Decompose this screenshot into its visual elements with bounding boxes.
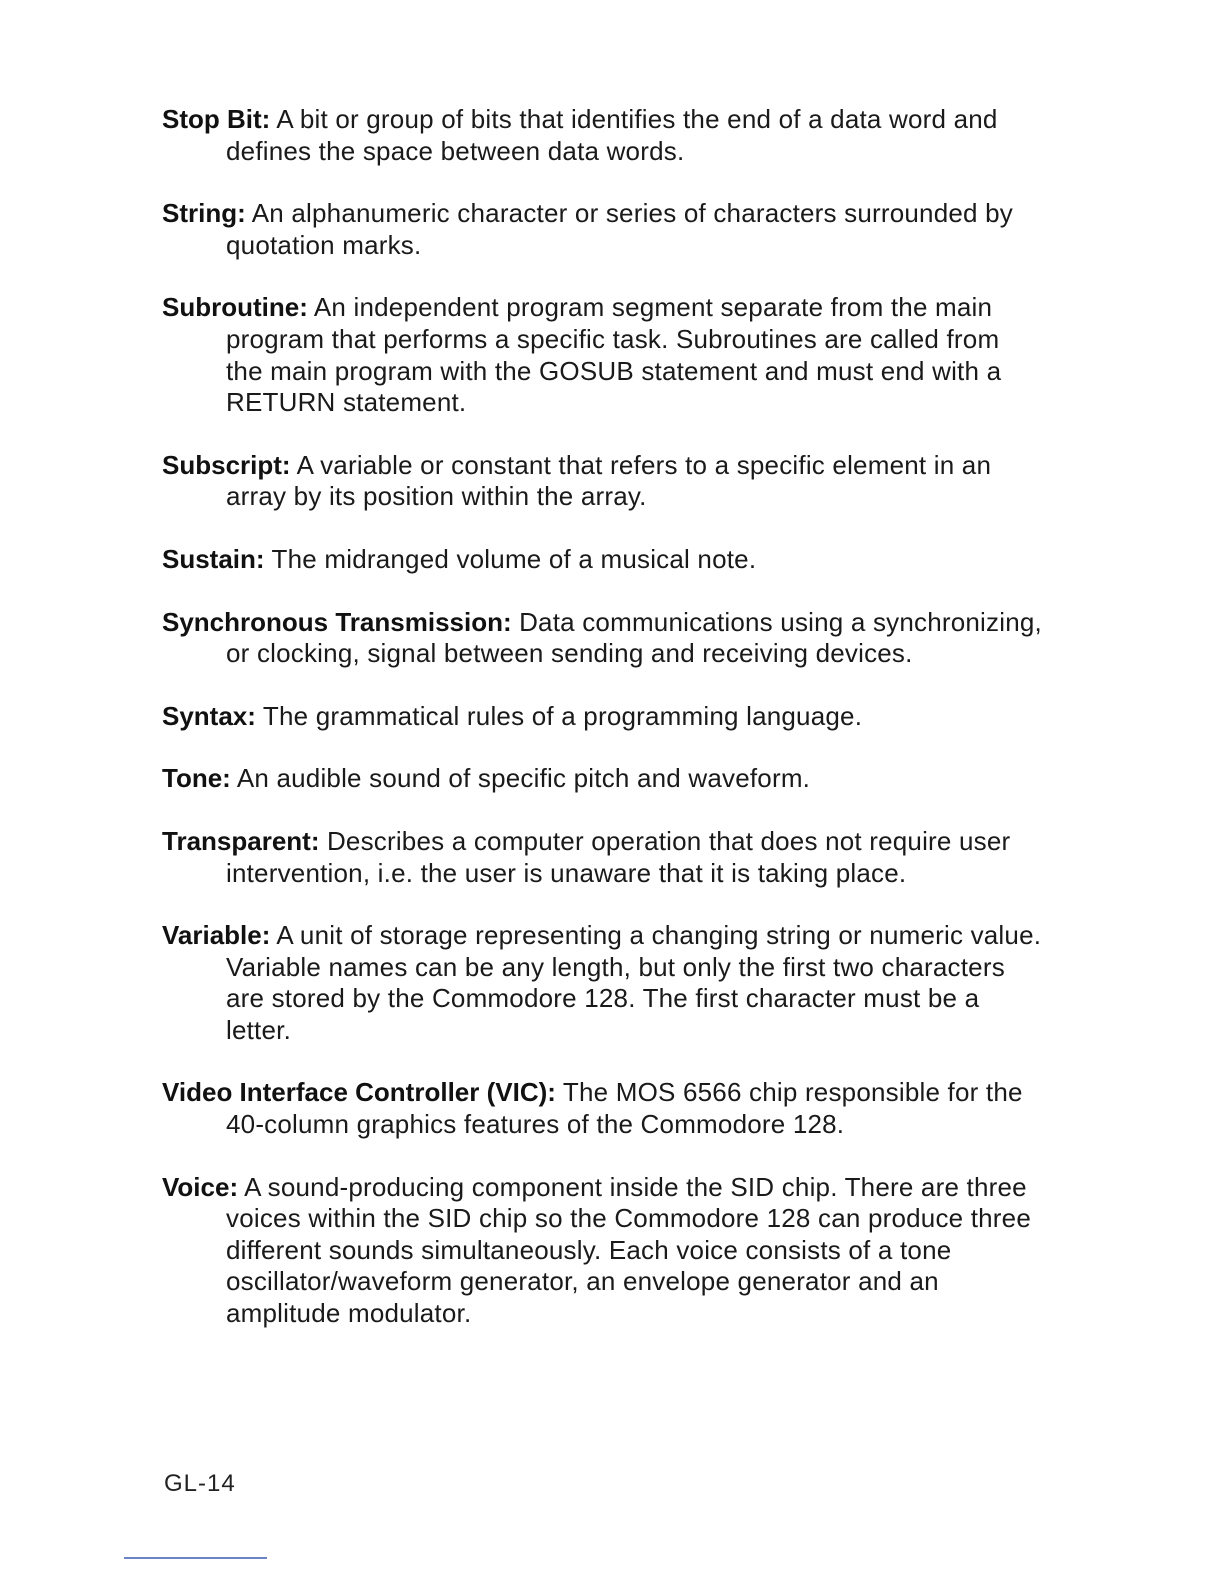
- glossary-entry-syntax: [162, 701, 1042, 733]
- glossary-term: Syntax:: [162, 700, 256, 731]
- footer-divider: [124, 1557, 267, 1559]
- glossary-entry-subroutine: [162, 292, 1042, 418]
- glossary-entry-tone: [162, 763, 1042, 795]
- glossary-term: Transparent:: [162, 825, 320, 856]
- glossary-definition: A bit or group of bits that identifies the end of a data word and defines the space between data words.: [226, 104, 998, 166]
- glossary-definition: A variable or constant that refers to a specific element in an array by its position within the array.: [226, 449, 992, 512]
- glossary-term: Stop Bit:: [162, 104, 271, 134]
- glossary-definition: Describes a computer operation that does not require user intervention, i.e. the user is unaware that it is taking place.: [226, 825, 1011, 888]
- glossary-entry-subscript: [162, 450, 1042, 513]
- glossary-term: Subscript:: [162, 449, 291, 480]
- glossary-term: Sustain:: [162, 543, 265, 574]
- glossary-definition: A unit of storage representing a changing string or numeric value. Variable names can be any length, but only the first two characters are stored by the Commodore 128. The first character must be a letter.: [226, 920, 1042, 1045]
- glossary-entry-transparent: [162, 826, 1042, 889]
- glossary-definition: An alphanumeric character or series of characters surrounded by quotation marks.: [226, 198, 1013, 260]
- glossary-definition: Data communications using a synchronizing, or clocking, signal between sending and receiving devices.: [226, 606, 1042, 669]
- page-number: GL-14: [164, 1470, 236, 1497]
- glossary-definition: An audible sound of specific pitch and waveform.: [236, 763, 811, 794]
- glossary-definition: A sound-producing component inside the SID chip. There are three voices within the SID chip so the Commodore 128 can produce three different sounds simultaneously. Each voice consists of a tone oscillator/waveform generator, an envelope generator and an amplitude modulator.: [226, 1171, 1031, 1329]
- glossary-entry-video-interface-controller: [162, 1077, 1042, 1140]
- glossary-definition: The MOS 6566 chip responsible for the 40-column graphics features of the Commodore 128.: [226, 1077, 1023, 1140]
- glossary-term: Video Interface Controller (VIC):: [162, 1077, 556, 1108]
- glossary-entry-voice: [162, 1172, 1042, 1330]
- glossary-definition: An independent program segment separate from the main program that performs a specific task. Subroutines are called from the main program with the GOSUB statement and must end with a RETURN statement.: [226, 292, 1002, 418]
- glossary-page: [162, 104, 1042, 1361]
- glossary-term: Subroutine:: [162, 292, 308, 323]
- glossary-term: Variable:: [162, 920, 271, 951]
- glossary-entry-string: [162, 198, 1042, 261]
- glossary-definition: The midranged volume of a musical note.: [271, 543, 757, 574]
- glossary-term: String:: [162, 198, 246, 229]
- glossary-term: Synchronous Transmission:: [162, 606, 512, 637]
- glossary-term: Voice:: [162, 1171, 239, 1202]
- glossary-entry-synchronous-transmission: [162, 607, 1042, 670]
- glossary-entry-variable: [162, 920, 1042, 1046]
- glossary-term: Tone:: [162, 763, 231, 794]
- glossary-entry-sustain: [162, 544, 1042, 576]
- glossary-entry-stop-bit: [162, 104, 1042, 167]
- glossary-definition: The grammatical rules of a programming language.: [262, 700, 863, 731]
